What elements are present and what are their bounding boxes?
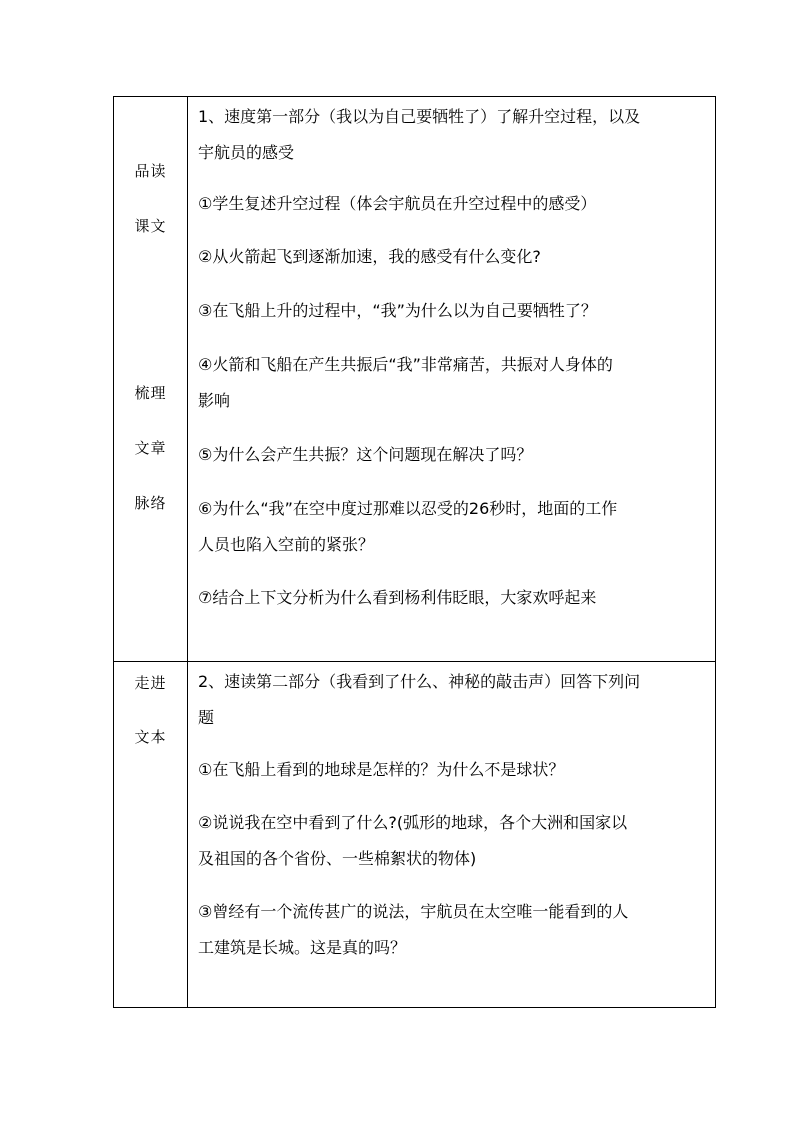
row-label-text: 走进 — [134, 674, 167, 692]
content-line: ⑦结合上下文分析为什么看到杨利伟眨眼，大家欢呼起来 — [198, 588, 597, 607]
content-line: 工建筑是长城。这是真的吗？ — [198, 938, 407, 957]
row-content-cell — [188, 97, 716, 662]
content-line: ④火箭和飞船在产生共振后“我”非常痛苦，共振对人身体的 — [198, 355, 613, 374]
table-row — [114, 662, 716, 1008]
row-label-text: 文本 — [134, 728, 167, 746]
lesson-plan-table — [113, 96, 716, 1008]
content-line: ⑥为什么“我”在空中度过那难以忍受的26秒时，地面的工作 — [198, 499, 618, 518]
row-label-text: 品读 — [134, 162, 167, 180]
table-row — [114, 97, 716, 662]
row-label-text: 课文 — [134, 217, 167, 235]
content-line: 人员也陷入空前的紧张？ — [198, 535, 375, 554]
content-line: 影响 — [198, 391, 231, 410]
content-line: ①在飞船上看到的地球是怎样的？为什么不是球状？ — [198, 760, 565, 779]
content-line: 2、速读第二部分（我看到了什么、神秘的敲击声）回答下列问 — [198, 672, 641, 691]
row-label-text: 文章 — [134, 439, 167, 457]
content-line: 宇航员的感受 — [198, 143, 295, 162]
row-label-cell — [114, 662, 188, 1008]
content-line: ⑤为什么会产生共振？这个问题现在解决了吗？ — [198, 445, 533, 464]
content-line: ①学生复述升空过程（体会宇航员在升空过程中的感受） — [198, 194, 597, 213]
content-line: ②从火箭起飞到逐渐加速，我的感受有什么变化? — [198, 247, 541, 266]
row-label-text: 脉络 — [134, 494, 167, 512]
content-line: ③曾经有一个流传甚广的说法，宇航员在太空唯一能看到的人 — [198, 902, 629, 921]
content-line: 及祖国的各个省份、一些棉絮状的物体) — [198, 849, 477, 868]
row-content-cell — [188, 662, 716, 1008]
content-line: ③在飞船上升的过程中，“我”为什么以为自己要牺牲了？ — [198, 301, 597, 320]
row-label-text: 梳理 — [134, 384, 167, 402]
row-label-cell — [114, 97, 188, 662]
content-line: ②说说我在空中看到了什么?(弧形的地球，各个大洲和国家以 — [198, 813, 628, 832]
content-line: 1、速度第一部分（我以为自己要牺牲了）了解升空过程，以及 — [198, 107, 641, 126]
content-line: 题 — [198, 708, 215, 727]
